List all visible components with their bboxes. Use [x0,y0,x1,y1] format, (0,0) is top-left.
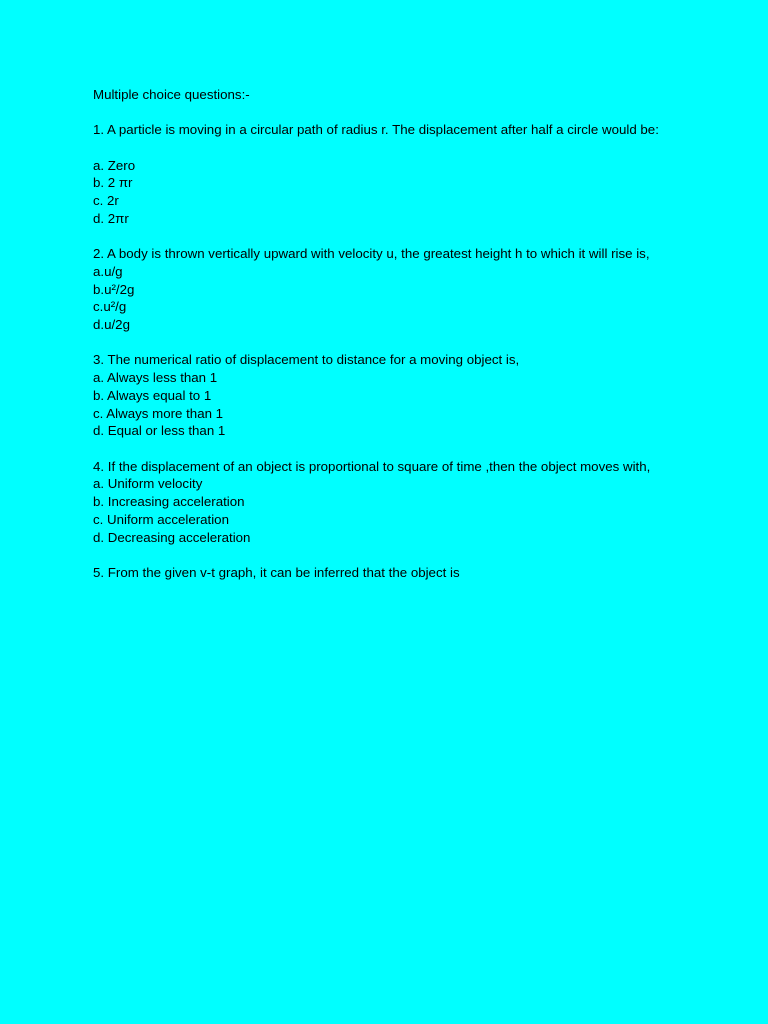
option: a. Zero [93,157,136,173]
spacer [93,546,683,564]
option: b.u²/2g [93,281,135,297]
spacer [93,334,683,352]
option: c.u²/g [93,299,127,315]
option: b. Always equal to 1 [93,387,212,403]
spacer [93,104,683,122]
option: a. Uniform velocity [93,476,203,492]
question-1 [93,121,683,227]
option: c. Uniform acceleration [93,511,229,527]
document-content [93,86,683,582]
question-text: 4. If the displacement of an object is proportional to square of time ,then the object moves with, [93,458,651,474]
heading: Multiple choice questions:- [93,87,250,102]
option: b. Increasing acceleration [93,494,245,510]
option: c. 2r [93,193,119,209]
option: d. Decreasing acceleration [93,529,251,545]
option: b. 2 πr [93,175,133,191]
spacer [93,139,683,157]
question-4 [93,458,683,547]
question-text: 3. The numerical ratio of displacement to distance for a moving object is, [93,352,520,368]
question-text: 5. From the given v-t graph, it can be inferred that the object is [93,564,460,580]
question-text: 1. A particle is moving in a circular path of radius r. The displacement after half a circle would be: [93,122,659,138]
question-2 [93,245,683,334]
question-3 [93,351,683,440]
question-5 [93,564,683,582]
option: d. Equal or less than 1 [93,423,226,439]
option: d.u/2g [93,317,130,333]
option: d. 2πr [93,210,129,226]
option: c. Always more than 1 [93,405,224,421]
spacer [93,440,683,458]
option: a. Always less than 1 [93,370,218,386]
option: a.u/g [93,263,123,279]
spacer [93,228,683,246]
question-text: 2. A body is thrown vertically upward with velocity u, the greatest height h to which it will rise is, [93,246,650,262]
